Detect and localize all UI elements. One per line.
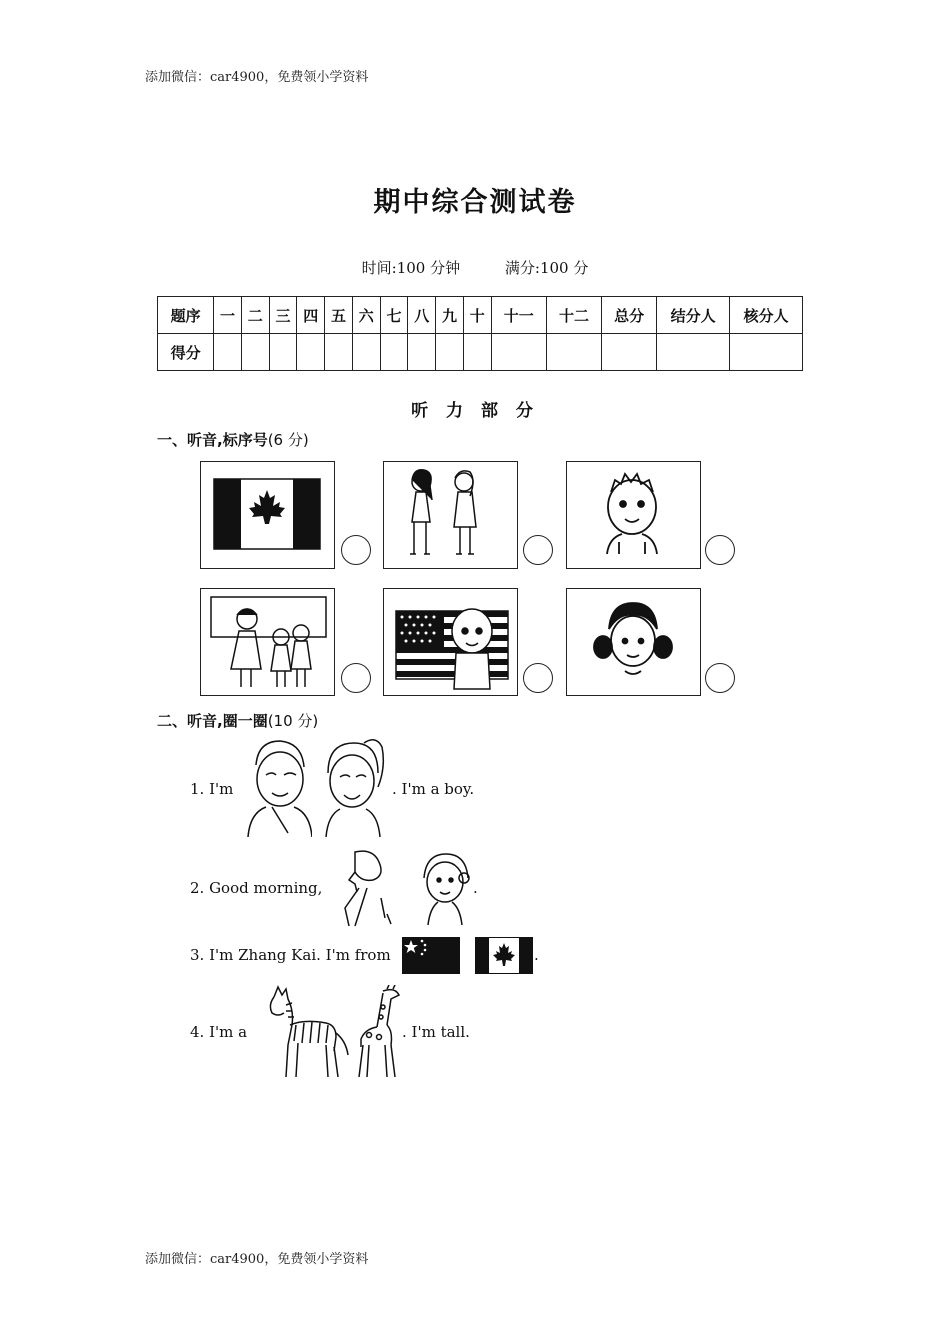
girl-icon (320, 737, 385, 840)
score-table (157, 296, 803, 371)
score-table-score-row (158, 334, 803, 371)
score-input-cell[interactable] (546, 334, 601, 371)
option-china-flag[interactable] (402, 937, 460, 974)
picture-two-girls (383, 461, 518, 569)
little-girl-icon (418, 852, 473, 927)
picture-teacher-students (200, 588, 335, 696)
girl-face-icon (567, 589, 700, 695)
question-2-suffix: . (473, 879, 478, 897)
score-cell: 十一 (491, 297, 546, 334)
score-cell: 十二 (546, 297, 601, 334)
two-girls-icon (384, 462, 517, 568)
china-flag-icon (402, 937, 460, 974)
score-cell: 二 (241, 297, 269, 334)
section-2-label: 二、听音,圈一圈 (157, 712, 268, 730)
score-input-cell[interactable] (730, 334, 803, 371)
option-little-girl-picture[interactable] (418, 852, 473, 927)
score-cell: 四 (297, 297, 325, 334)
boy-icon (242, 737, 312, 840)
woman-icon (325, 848, 395, 928)
zebra-icon (264, 985, 352, 1080)
score-cell: 一 (214, 297, 242, 334)
question-2-prefix: 2. Good morning, (190, 879, 323, 897)
answer-circle[interactable] (523, 535, 553, 565)
score-input-cell[interactable] (463, 334, 491, 371)
score-cell: 八 (408, 297, 436, 334)
score-table-header-row (158, 297, 803, 334)
question-4-prefix: 4. I'm a (190, 1023, 248, 1041)
score-input-cell[interactable] (602, 334, 657, 371)
score-cell: 六 (352, 297, 380, 334)
answer-circle[interactable] (523, 663, 553, 693)
score-input-cell[interactable] (325, 334, 353, 371)
score-cell: 核分人 (730, 297, 803, 334)
question-3-suffix: . (534, 946, 539, 964)
option-giraffe-picture[interactable] (355, 985, 403, 1080)
giraffe-icon (355, 985, 403, 1080)
canada-flag-icon (201, 462, 334, 568)
section-2-title (157, 710, 318, 731)
section-1-label: 一、听音,标序号 (157, 431, 268, 449)
score-cell: 十 (463, 297, 491, 334)
score-input-cell[interactable] (491, 334, 546, 371)
section-1-title (157, 429, 309, 450)
picture-canada-flag (200, 461, 335, 569)
option-canada-flag[interactable] (475, 937, 533, 974)
picture-boy-face (566, 461, 701, 569)
full-score: 满分:100 分 (504, 259, 589, 277)
question-1-prefix: 1. I'm (190, 780, 234, 798)
question-3-prefix: 3. I'm Zhang Kai. I'm from (190, 946, 391, 964)
score-input-cell[interactable] (408, 334, 436, 371)
page-footer-note: 添加微信：car4900，免费领小学资料 (145, 1252, 369, 1267)
score-cell: 题序 (158, 297, 214, 334)
question-1-suffix: . I'm a boy. (392, 780, 475, 798)
picture-usa-flag-girl (383, 588, 518, 696)
option-woman-picture[interactable] (325, 848, 395, 928)
section-1-points: (6 分) (267, 431, 309, 449)
teacher-students-icon (201, 589, 334, 695)
score-input-cell[interactable] (297, 334, 325, 371)
boy-face-icon (567, 462, 700, 568)
answer-circle[interactable] (341, 663, 371, 693)
score-cell: 七 (380, 297, 408, 334)
page-header-note: 添加微信：car4900，免费领小学资料 (145, 70, 369, 85)
section-2-points: (10 分) (267, 712, 319, 730)
score-cell: 总分 (602, 297, 657, 334)
score-input-cell[interactable] (657, 334, 730, 371)
score-input-cell[interactable] (352, 334, 380, 371)
option-girl-picture[interactable] (320, 737, 385, 840)
option-boy-picture[interactable] (242, 737, 312, 840)
score-input-cell[interactable] (380, 334, 408, 371)
score-input-cell[interactable] (269, 334, 297, 371)
score-row-label: 得分 (158, 334, 214, 371)
canada-flag-small-icon (475, 937, 533, 974)
usa-flag-icon (384, 589, 517, 695)
score-cell: 五 (325, 297, 353, 334)
exam-meta (0, 257, 950, 278)
score-input-cell[interactable] (436, 334, 464, 371)
answer-circle[interactable] (341, 535, 371, 565)
time-limit: 时间:100 分钟 (361, 259, 461, 277)
score-input-cell[interactable] (214, 334, 242, 371)
picture-girl-face (566, 588, 701, 696)
option-zebra-picture[interactable] (264, 985, 352, 1080)
listening-part-title: 听 力 部 分 (411, 401, 539, 421)
answer-circle[interactable] (705, 535, 735, 565)
score-cell: 九 (436, 297, 464, 334)
score-cell: 结分人 (657, 297, 730, 334)
score-input-cell[interactable] (241, 334, 269, 371)
page-title: 期中综合测试卷 (373, 187, 577, 218)
answer-circle[interactable] (705, 663, 735, 693)
score-cell: 三 (269, 297, 297, 334)
question-4-suffix: . I'm tall. (402, 1023, 470, 1041)
